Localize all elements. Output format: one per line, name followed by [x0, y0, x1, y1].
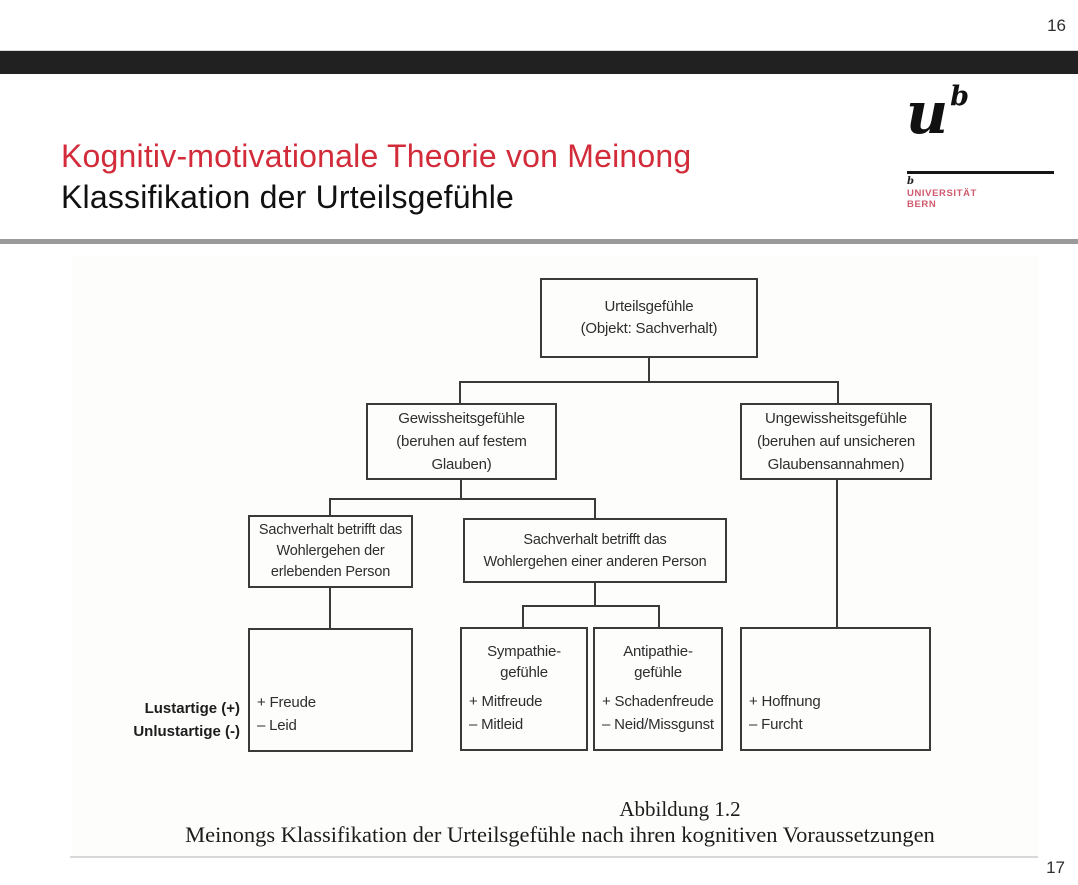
logo-ub-icon	[906, 79, 1056, 147]
figure-caption-number: Abbildung 1.2	[619, 797, 741, 821]
node-sachverhalt-eigene-person	[248, 515, 413, 588]
negative-item: – Mitleid	[469, 716, 524, 733]
negative-item: – Leid	[257, 717, 297, 734]
node-urteilsgefuehle	[540, 278, 758, 358]
connector-line	[836, 480, 838, 627]
logo-u-glyph: u	[906, 79, 949, 147]
positive-item: + Mitfreude	[469, 693, 543, 710]
node-text-line: Glaubensannahmen)	[767, 456, 905, 473]
node-text-line: Urteilsgefühle	[604, 298, 694, 315]
node-text-line: Sachverhalt betrifft das	[523, 531, 667, 548]
connector-line	[594, 498, 596, 518]
node-text-line: erlebenden Person	[270, 564, 391, 580]
connector-line	[648, 357, 650, 382]
connector-line	[329, 588, 331, 628]
header-divider	[0, 239, 1078, 244]
row-label-unlustartige: Unlustartige (-)	[133, 723, 240, 740]
node-freude-leid	[248, 628, 413, 752]
node-text-line: Wohlergehen einer anderen Person	[483, 553, 707, 570]
connector-line	[460, 480, 462, 499]
node-text-line: Glauben)	[431, 456, 492, 473]
positive-item: + Freude	[257, 694, 316, 711]
connector-line	[459, 381, 461, 403]
node-text-line: gefühle	[634, 664, 682, 681]
connector-line	[522, 605, 524, 627]
node-text-line: (Objekt: Sachverhalt)	[580, 320, 718, 337]
page-number-bottom: 17	[1046, 858, 1065, 877]
node-text-line: gefühle	[500, 664, 548, 681]
node-sachverhalt-andere-person	[463, 518, 727, 583]
node-text-line: Sachverhalt betrifft das	[258, 522, 403, 538]
figure-caption-text: Meinongs Klassifikation der Urteilsgefühle nach ihren kognitiven Voraussetzungen	[185, 822, 935, 847]
plus-minus-list	[602, 690, 714, 736]
top-bar	[0, 50, 1078, 74]
page-title: Kognitiv-motivationale Theorie von Meinong	[61, 138, 692, 174]
plus-minus-list	[469, 690, 542, 736]
node-text-line: Antipathie-	[623, 643, 693, 660]
connector-line	[329, 498, 331, 515]
node-antipathiegefuehle	[593, 627, 723, 751]
slide-header	[61, 140, 691, 213]
logo-university-text: UNIVERSITÄT	[907, 188, 977, 199]
bottom-rule	[70, 856, 1038, 858]
node-hoffnung-furcht	[740, 627, 931, 751]
page-subtitle: Klassifikation der Urteilsgefühle	[61, 179, 515, 215]
logo-rule	[907, 171, 1054, 174]
node-text-line: Sympathie-	[487, 643, 561, 660]
negative-item: – Neid/Missgunst	[602, 716, 714, 733]
negative-item: – Furcht	[749, 716, 803, 733]
node-text-line: Ungewissheitsgefühle	[765, 410, 907, 427]
plus-minus-list	[257, 691, 316, 737]
node-ungewissheitsgefuehle	[740, 403, 932, 480]
node-text-line: Gewissheitsgefühle	[398, 410, 525, 427]
node-sympathiegefuehle	[460, 627, 588, 751]
node-text-line: Wohlergehen der	[276, 543, 385, 559]
node-text-line: (beruhen auf unsicheren	[756, 433, 915, 450]
connector-line	[658, 605, 660, 627]
plus-minus-list	[749, 690, 821, 736]
logo-bern-text: BERN	[907, 199, 937, 210]
positive-item: + Hoffnung	[749, 693, 821, 710]
row-label-lustartige: Lustartige (+)	[144, 700, 240, 717]
node-gewissheitsgefuehle	[366, 403, 557, 480]
logo-small-b: b	[907, 176, 914, 187]
university-bern-logo	[906, 79, 1056, 210]
page-number-top: 16	[1047, 16, 1066, 35]
connector-line	[522, 605, 660, 607]
connector-line	[837, 381, 839, 403]
connector-line	[329, 498, 596, 500]
connector-line	[594, 583, 596, 606]
logo-b-superscript: b	[950, 81, 970, 112]
positive-item: + Schadenfreude	[602, 693, 714, 710]
connector-line	[459, 381, 839, 383]
node-text-line: (beruhen auf festem	[396, 433, 527, 450]
